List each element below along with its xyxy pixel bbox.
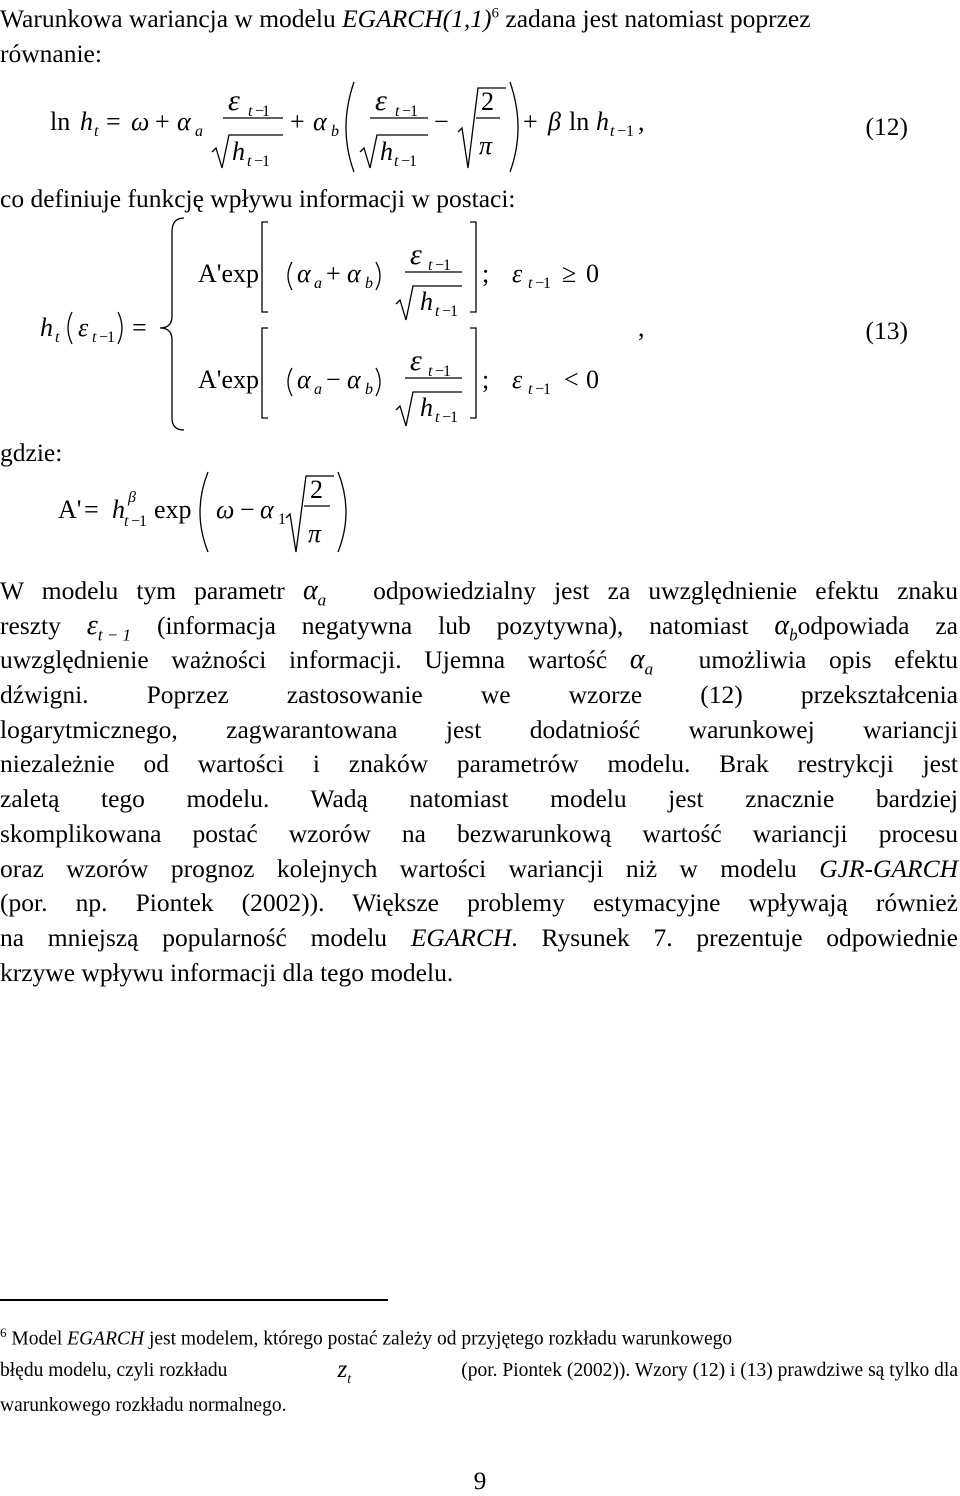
svg-text:β: β	[548, 107, 561, 136]
footnote-mark: 6	[0, 1325, 7, 1340]
svg-text:t: t	[94, 123, 99, 140]
svg-text:α: α	[313, 107, 327, 136]
svg-text:a: a	[314, 381, 322, 398]
svg-text:α: α	[177, 107, 191, 136]
svg-text:α: α	[297, 259, 311, 288]
model-name: EGARCH(1,1)	[342, 4, 492, 33]
svg-text:0: 0	[586, 365, 599, 394]
svg-text:1: 1	[626, 123, 634, 140]
svg-text:ε: ε	[512, 365, 523, 394]
svg-text:1: 1	[443, 363, 451, 380]
svg-text:t: t	[428, 257, 433, 274]
svg-text:ln: ln	[569, 107, 590, 136]
svg-text:−: −	[442, 409, 452, 426]
svg-text:1: 1	[410, 103, 418, 120]
svg-text:ω: ω	[216, 495, 235, 524]
svg-text:+: +	[290, 107, 305, 136]
svg-text:β: β	[128, 489, 136, 506]
equation-12-number: (12)	[865, 112, 908, 141]
svg-text:,: ,	[638, 313, 645, 342]
svg-text:t: t	[435, 409, 440, 426]
svg-text:b: b	[365, 275, 373, 292]
gdzie-label: gdzie:	[0, 438, 63, 467]
svg-text:−: −	[326, 365, 341, 394]
svg-text:1: 1	[543, 275, 551, 292]
svg-text:b: b	[365, 381, 373, 398]
svg-text:exp: exp	[154, 495, 192, 524]
svg-text:1: 1	[450, 409, 458, 426]
page-number: 9	[473, 1466, 487, 1495]
svg-text:−: −	[535, 381, 545, 398]
para-row-8: skomplikowana postać wzorów na bezwarunkową wartość wariancji procesu	[0, 818, 958, 848]
svg-text:=: =	[106, 107, 121, 136]
svg-text:1: 1	[278, 511, 286, 528]
svg-text:t: t	[124, 513, 129, 530]
para-row-6: niezależnie od wartości i znaków parametrów modelu. Brak restrykcji jest	[0, 749, 958, 779]
svg-text:1: 1	[107, 329, 115, 346]
svg-text:α: α	[347, 259, 361, 288]
alpha-a-symbol: $\alpha_a$	[302, 575, 327, 610]
svg-text:t: t	[528, 275, 533, 292]
footnote-ref: 6	[491, 5, 500, 22]
svg-text:a: a	[195, 123, 203, 140]
svg-text:A': A'	[58, 495, 82, 524]
svg-text:π: π	[308, 519, 322, 548]
svg-text:t: t	[528, 381, 533, 398]
svg-text:≥: ≥	[562, 259, 577, 288]
svg-text:−: −	[434, 107, 449, 136]
svg-text:,: ,	[638, 107, 645, 136]
equation-aprime	[0, 468, 960, 558]
svg-text:A'exp: A'exp	[198, 259, 260, 288]
svg-text:π: π	[479, 131, 493, 160]
svg-text:α: α	[297, 365, 311, 394]
svg-text:+: +	[326, 259, 341, 288]
svg-text:1: 1	[262, 153, 270, 170]
svg-text:t: t	[394, 153, 399, 170]
svg-text:ε: ε	[375, 84, 387, 117]
svg-text:−: −	[435, 363, 445, 380]
svg-text:2: 2	[481, 87, 494, 116]
svg-text:ε: ε	[78, 313, 89, 342]
para-row-3: uwzględnienie ważności informacji. Ujemna wartość $\alpha_a$ umożliwia opis efektu	[0, 643, 958, 678]
svg-text:h: h	[380, 137, 393, 166]
svg-text:h: h	[420, 287, 433, 316]
svg-text:t: t	[247, 153, 252, 170]
svg-text:−: −	[131, 513, 141, 530]
footnote-line-1: $^6$ Model EGARCH jest modelem, którego postać zależy od przyjętego rozkładu warunkowego	[0, 1325, 733, 1350]
svg-text:ln: ln	[50, 107, 71, 136]
svg-text:ω: ω	[131, 107, 150, 136]
intro-text-b: zadana jest natomiast poprzez	[499, 4, 811, 33]
equation-13	[0, 212, 960, 432]
svg-text:;: ;	[482, 365, 490, 394]
svg-text:1: 1	[139, 513, 147, 530]
svg-text:h: h	[40, 313, 53, 342]
svg-text:−: −	[99, 329, 109, 346]
svg-text:h: h	[596, 107, 609, 136]
svg-text:h: h	[112, 495, 125, 524]
svg-text:ε: ε	[228, 84, 240, 117]
para-row-9: oraz wzorów prognoz kolejnych wartości wariancji niż w modelu GJR-GARCH	[0, 853, 958, 883]
equation-13-number: (13)	[865, 316, 908, 345]
svg-text:t: t	[435, 303, 440, 320]
svg-text:;: ;	[482, 259, 490, 288]
svg-text:2: 2	[310, 475, 323, 504]
svg-text:−: −	[240, 495, 255, 524]
alpha-b-symbol: $\alpha_b$	[774, 609, 798, 645]
svg-text:−: −	[535, 275, 545, 292]
svg-text:a: a	[314, 275, 322, 292]
intro-line-2: równanie:	[0, 39, 102, 68]
svg-text:t: t	[248, 103, 253, 120]
svg-text:α: α	[347, 365, 361, 394]
svg-text:1: 1	[409, 153, 417, 170]
intro-line-1	[0, 6, 811, 32]
para-row-5: logarytmicznego, zagwarantowana jest dodatniość warunkowej wariancji	[0, 714, 958, 744]
svg-text:t: t	[610, 123, 615, 140]
svg-text:−: −	[254, 153, 264, 170]
para-row-11: na mniejszą popularność modelu EGARCH. Rysunek 7. prezentuje odpowiednie	[0, 922, 959, 952]
svg-text:0: 0	[586, 259, 599, 288]
footnote-line-2: błędu modelu, czyli rozkładu $z_t$ (por. Piontek (2002)). Wzory (12) i (13) prawdziwe są tylko dla	[0, 1356, 958, 1387]
svg-text:−: −	[617, 123, 627, 140]
svg-text:−: −	[255, 103, 265, 120]
equation-12	[0, 72, 960, 172]
svg-text:1: 1	[543, 381, 551, 398]
svg-text:α: α	[260, 495, 274, 524]
svg-text:+: +	[155, 107, 170, 136]
para-row-4: dźwigni. Poprzez zastosowanie we wzorze (12) przekształcenia	[0, 680, 958, 710]
svg-text:h: h	[420, 393, 433, 422]
svg-text:−: −	[442, 303, 452, 320]
svg-text:+: +	[523, 107, 538, 136]
svg-text:−: −	[435, 257, 445, 274]
svg-text:t: t	[428, 363, 433, 380]
para-row-2: reszty $\varepsilon_{t - 1}$ (informacja negatywna lub pozytywna), natomiast $\alpha_bodpowiada$ za	[0, 609, 958, 644]
svg-text:t: t	[395, 103, 400, 120]
para-row-12: krzywe wpływu informacji dla tego modelu.	[0, 957, 454, 987]
eps-symbol: $\varepsilon_{t - 1}$	[86, 609, 132, 645]
para-row-1: W modelu tym parametr $\alpha_a$ odpowiedzialny jest za uwzględnienie efektu znaku	[0, 574, 958, 609]
svg-text:−: −	[402, 103, 412, 120]
body-paragraph	[0, 574, 958, 990]
para-row-10: (por. np. Piontek (2002)). Większe problemy estymacyjne wpływają również	[0, 888, 958, 918]
svg-text:1: 1	[443, 257, 451, 274]
svg-text:ε: ε	[512, 259, 523, 288]
svg-text:t: t	[92, 329, 97, 346]
z-symbol: $z_t$	[337, 1356, 352, 1387]
footnote-separator	[0, 1299, 388, 1301]
svg-text:ε: ε	[410, 238, 422, 271]
svg-text:A'exp: A'exp	[198, 365, 260, 394]
svg-text:=: =	[132, 313, 147, 342]
intro-text-a: Warunkowa wariancja w modelu	[0, 4, 343, 33]
svg-text:1: 1	[262, 103, 270, 120]
alpha-a-symbol-2: $\alpha_a$	[629, 644, 654, 679]
svg-text:=: =	[84, 495, 99, 524]
svg-text:h: h	[232, 137, 245, 166]
svg-text:h: h	[80, 107, 93, 136]
svg-text:ε: ε	[410, 344, 422, 377]
after-eq12-text: co definiuje funkcję wpływu informacji w postaci:	[0, 184, 516, 213]
svg-text:1: 1	[450, 303, 458, 320]
svg-text:−: −	[401, 153, 411, 170]
svg-text:<: <	[564, 365, 579, 394]
para-row-7: zaletą tego modelu. Wadą natomiast modelu jest znacznie bardziej	[0, 784, 958, 814]
footnote-line-3: warunkowego rozkładu normalnego.	[0, 1395, 287, 1416]
svg-text:t: t	[55, 329, 60, 346]
svg-text:b: b	[331, 123, 339, 140]
